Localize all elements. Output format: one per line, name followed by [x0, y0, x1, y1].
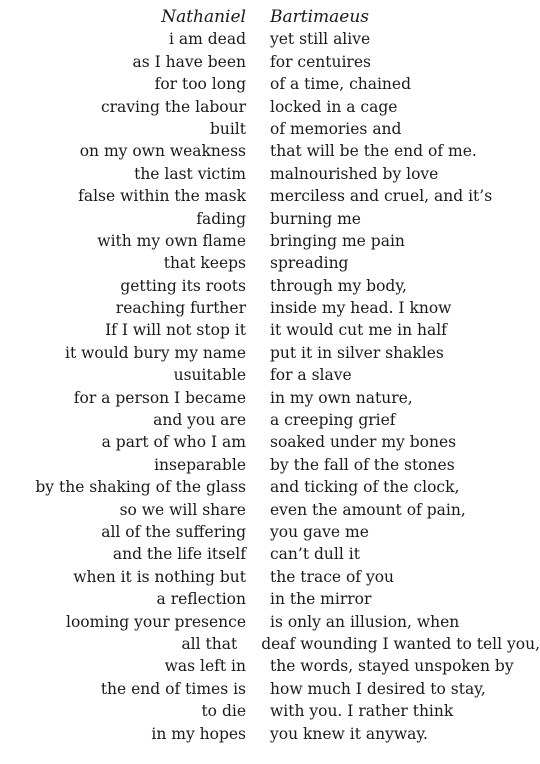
right-line-text: deaf wounding I wanted to tell you, — [261, 634, 540, 653]
poem-line — [0, 723, 540, 745]
poem-line — [0, 387, 540, 409]
left-line-text: the end of times is — [100, 679, 246, 698]
left-line-text: and you are — [153, 411, 246, 430]
left-line-text: a part of who I am — [101, 433, 246, 452]
left-line-text: in my hopes — [151, 724, 246, 743]
poem — [0, 6, 540, 745]
poem-line — [0, 96, 540, 118]
right-line-text: in the mirror — [270, 590, 372, 609]
right-line-text: through my body, — [270, 276, 407, 295]
left-line-text: built — [209, 119, 246, 138]
right-line-text: merciless and cruel, and it’s — [270, 187, 493, 206]
poem-line — [0, 588, 540, 610]
poem-line — [0, 678, 540, 700]
poem-line — [0, 275, 540, 297]
right-line-text: how much I desired to stay, — [270, 679, 486, 698]
left-line-text: for too long — [154, 75, 246, 94]
right-line-text: of a time, chained — [270, 75, 412, 94]
left-line-text: all that — [181, 634, 238, 653]
poem-line — [0, 51, 540, 73]
poem-line — [0, 252, 540, 274]
left-line-text: inseparable — [154, 455, 246, 474]
right-line-text: that will be the end of me. — [270, 142, 477, 161]
poem-line — [0, 163, 540, 185]
poem-line — [0, 566, 540, 588]
left-line-text: so we will share — [119, 500, 246, 519]
left-line-text: as I have been — [132, 52, 246, 71]
right-column-title: Bartimaeus — [270, 7, 370, 27]
poem-line — [0, 230, 540, 252]
poem-line — [0, 611, 540, 633]
right-line-text: for centuires — [270, 52, 371, 71]
poem-line — [0, 319, 540, 341]
left-line-text: the last victim — [134, 164, 246, 183]
right-line-text: for a slave — [270, 366, 352, 385]
left-line-text: when it is nothing but — [73, 567, 246, 586]
left-line-text: getting its roots — [120, 276, 246, 295]
left-line-text: false within the mask — [78, 187, 246, 206]
poem-line — [0, 409, 540, 431]
poem-line — [0, 342, 540, 364]
poem-line — [0, 655, 540, 677]
left-line-text: If I will not stop it — [105, 321, 246, 340]
right-line-text: put it in silver shakles — [270, 343, 444, 362]
right-line-text: bringing me pain — [270, 231, 405, 250]
poem-line — [0, 476, 540, 498]
left-line-text: a reflection — [156, 590, 246, 609]
left-line-text: it would bury my name — [65, 343, 246, 362]
poem-line — [0, 208, 540, 230]
right-line-text: you knew it anyway. — [270, 724, 428, 743]
right-line-text: you gave me — [270, 522, 369, 541]
poem-lines — [0, 28, 540, 745]
right-line-text: a creeping grief — [270, 411, 396, 430]
left-line-text: for a person I became — [73, 388, 246, 407]
right-line-text: spreading — [270, 254, 349, 273]
poem-header — [0, 6, 540, 28]
left-line-text: was left in — [164, 657, 246, 676]
poem-line — [0, 185, 540, 207]
left-line-text: on my own weakness — [79, 142, 246, 161]
poem-line — [0, 499, 540, 521]
right-line-text: and ticking of the clock, — [270, 478, 460, 497]
right-line-text: in my own nature, — [270, 388, 413, 407]
right-line-text: is only an illusion, when — [270, 612, 460, 631]
left-line-text: with my own flame — [97, 231, 246, 250]
left-line-text: to die — [201, 702, 246, 721]
left-line-text: fading — [196, 209, 246, 228]
poem-line — [0, 118, 540, 140]
left-line-text: all of the suffering — [101, 522, 246, 541]
right-line-text: by the fall of the stones — [270, 455, 455, 474]
poem-line — [0, 521, 540, 543]
right-line-text: of memories and — [270, 119, 402, 138]
poem-line — [0, 140, 540, 162]
right-line-text: locked in a cage — [270, 97, 398, 116]
left-line-text: and the life itself — [112, 545, 246, 564]
poem-line — [0, 431, 540, 453]
right-line-text: even the amount of pain, — [270, 500, 466, 519]
poem-line — [0, 73, 540, 95]
right-line-text: yet still alive — [270, 30, 371, 49]
left-line-text: i am dead — [168, 30, 246, 49]
right-line-text: burning me — [270, 209, 361, 228]
poem-line — [0, 28, 540, 50]
left-line-text: reaching further — [115, 299, 246, 318]
right-line-text: can’t dull it — [270, 545, 360, 564]
poem-line — [0, 364, 540, 386]
right-line-text: with you. I rather think — [270, 702, 454, 721]
poem-line — [0, 700, 540, 722]
left-line-text: craving the labour — [100, 97, 246, 116]
right-line-text: the words, stayed unspoken by — [270, 657, 514, 676]
right-line-text: malnourished by love — [270, 164, 439, 183]
right-line-text: the trace of you — [270, 567, 395, 586]
left-line-text: that keeps — [163, 254, 246, 273]
left-column-title: Nathaniel — [161, 7, 246, 27]
left-line-text: usuitable — [173, 366, 246, 385]
right-line-text: soaked under my bones — [270, 433, 457, 452]
right-line-text: it would cut me in half — [270, 321, 447, 340]
poem-line — [0, 454, 540, 476]
poem-line — [0, 633, 540, 655]
left-line-text: looming your presence — [66, 612, 246, 631]
poem-line — [0, 297, 540, 319]
left-line-text: by the shaking of the glass — [35, 478, 246, 497]
right-line-text: inside my head. I know — [270, 299, 452, 318]
poem-line — [0, 543, 540, 565]
